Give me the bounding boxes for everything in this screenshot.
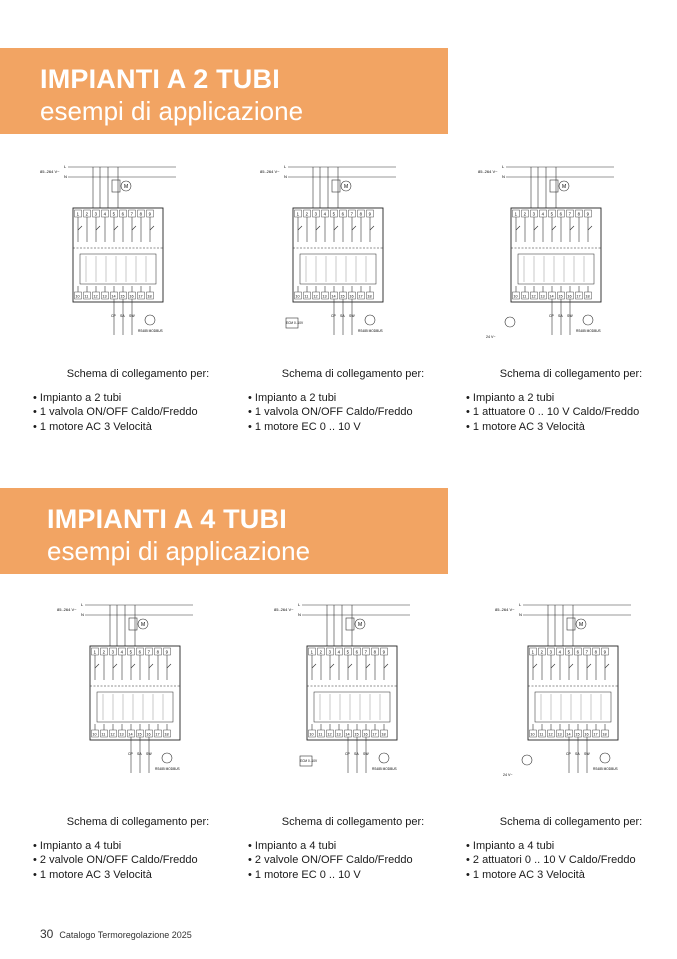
terminal-number: 15 — [558, 294, 563, 299]
terminal-number: 8 — [594, 649, 597, 655]
terminal-number: 3 — [328, 649, 331, 655]
terminal-number: 1 — [514, 211, 517, 217]
controller-body — [73, 208, 163, 302]
terminal-number: 9 — [148, 211, 151, 217]
caption-heading: Schema di collegamento per: — [499, 816, 643, 828]
terminal-number: 12 — [531, 294, 536, 299]
terminal-number: 6 — [138, 649, 141, 655]
speed-label: SA — [137, 752, 142, 756]
terminal-number: 3 — [549, 649, 552, 655]
terminal-number: 4 — [541, 211, 544, 217]
wiring-diagram — [38, 160, 178, 350]
terminal-number: 18 — [602, 732, 607, 737]
terminal-number: 4 — [337, 649, 340, 655]
actuator-supply-label: 24 V~ — [486, 335, 496, 339]
neutral-label: N — [502, 174, 505, 179]
speed-label: CP — [566, 752, 571, 756]
terminal-number: 9 — [165, 649, 168, 655]
terminal-number: 17 — [576, 294, 581, 299]
caption-item: • Impianto a 4 tubi — [466, 839, 555, 852]
terminal-number: 6 — [576, 649, 579, 655]
terminal-number: 15 — [575, 732, 580, 737]
terminal-number: 13 — [557, 732, 562, 737]
terminal-number: 4 — [558, 649, 561, 655]
caption-item: • 2 valvole ON/OFF Caldo/Freddo — [248, 854, 413, 866]
terminal-number: 7 — [585, 649, 588, 655]
speed-label: SA — [575, 752, 580, 756]
caption-item: • 1 valvola ON/OFF Caldo/Freddo — [33, 406, 198, 418]
speed-label: CP — [549, 314, 554, 318]
example-caption — [33, 815, 243, 882]
catalog-title: Catalogo Termoregolazione 2025 — [59, 930, 192, 940]
terminal-number: 18 — [367, 294, 372, 299]
terminal-number: 14 — [549, 294, 554, 299]
motor-label: M — [579, 622, 584, 628]
terminal-number: 2 — [305, 211, 308, 217]
neutral-label: N — [519, 612, 522, 617]
terminal-number: 18 — [585, 294, 590, 299]
caption-heading: Schema di collegamento per: — [66, 368, 210, 380]
terminal-number: 4 — [103, 211, 106, 217]
neutral-label: N — [284, 174, 287, 179]
section-subtitle: esempi di applicazione — [47, 536, 311, 566]
wiring-diagram — [476, 160, 616, 350]
wiring-schematic-svg — [38, 160, 178, 350]
terminal-number: 6 — [121, 211, 124, 217]
terminal-number: 15 — [137, 732, 142, 737]
supply-label: 85..264 V~ — [260, 169, 280, 174]
terminal-number: 7 — [364, 649, 367, 655]
terminal-number: 5 — [112, 211, 115, 217]
example-caption — [248, 367, 458, 434]
caption-heading: Schema di collegamento per: — [281, 816, 425, 828]
terminal-number: 5 — [346, 649, 349, 655]
terminal-number: 4 — [120, 649, 123, 655]
caption-item: • Impianto a 4 tubi — [33, 839, 122, 852]
terminal-number: 8 — [359, 211, 362, 217]
example-caption — [248, 815, 458, 882]
line-label: L — [502, 164, 505, 169]
controller-body — [528, 646, 618, 740]
terminal-number: 15 — [354, 732, 359, 737]
wiring-diagram — [272, 598, 412, 788]
terminal-number: 15 — [340, 294, 345, 299]
terminal-number: 16 — [129, 294, 134, 299]
controller-body — [511, 208, 601, 302]
terminal-number: 1 — [93, 649, 96, 655]
terminal-number: 13 — [336, 732, 341, 737]
motor-label: M — [124, 184, 129, 190]
terminal-number: 7 — [130, 211, 133, 217]
terminal-number: 12 — [313, 294, 318, 299]
neutral-label: N — [81, 612, 84, 617]
terminal-number: 2 — [523, 211, 526, 217]
caption-item: • 1 attuatore 0 .. 10 V Caldo/Freddo — [466, 406, 640, 418]
terminal-number: 11 — [84, 294, 89, 299]
terminal-number: 17 — [593, 732, 598, 737]
caption-item: • 1 motore AC 3 Velocità — [33, 868, 152, 881]
motor-label: M — [358, 622, 363, 628]
wiring-schematic-svg — [55, 598, 195, 788]
caption-item: • Impianto a 2 tubi — [248, 391, 337, 404]
terminal-number: 10 — [513, 294, 518, 299]
section-title: IMPIANTI A 2 TUBI — [40, 64, 280, 94]
caption-heading: Schema di collegamento per: — [66, 816, 210, 828]
terminal-number: 10 — [75, 294, 80, 299]
terminal-number: 14 — [128, 732, 133, 737]
speed-label: SA — [340, 314, 345, 318]
wiring-schematic-svg — [493, 598, 633, 788]
terminal-number: 17 — [155, 732, 160, 737]
terminal-number: 1 — [76, 211, 79, 217]
wiring-diagram — [493, 598, 633, 788]
speed-label: SW — [363, 752, 369, 756]
terminal-number: 17 — [358, 294, 363, 299]
terminal-number: 13 — [102, 294, 107, 299]
caption-item: • 2 valvole ON/OFF Caldo/Freddo — [33, 854, 198, 866]
terminal-number: 1 — [310, 649, 313, 655]
terminal-number: 14 — [566, 732, 571, 737]
caption-heading: Schema di collegamento per: — [499, 368, 643, 380]
terminal-number: 10 — [309, 732, 314, 737]
wiring-diagram — [258, 160, 398, 350]
terminal-number: 7 — [350, 211, 353, 217]
page-footer — [40, 927, 192, 941]
speed-label: SW — [349, 314, 355, 318]
terminal-number: 13 — [540, 294, 545, 299]
supply-label: 85..264 V~ — [40, 169, 60, 174]
supply-label: 85..264 V~ — [478, 169, 498, 174]
terminal-number: 11 — [318, 732, 323, 737]
terminal-number: 3 — [94, 211, 97, 217]
section-subtitle: esempi di applicazione — [40, 96, 304, 126]
caption-item: • 1 motore EC 0 .. 10 V — [248, 868, 361, 881]
page-number: 30 — [40, 927, 54, 941]
wiring-schematic-svg — [258, 160, 398, 350]
terminal-number: 6 — [559, 211, 562, 217]
terminal-number: 16 — [584, 732, 589, 737]
terminal-number: 16 — [349, 294, 354, 299]
motor-label: M — [141, 622, 146, 628]
caption-item: • 1 motore AC 3 Velocità — [466, 420, 585, 433]
terminal-number: 7 — [147, 649, 150, 655]
terminal-number: 18 — [381, 732, 386, 737]
speed-label: CP — [128, 752, 133, 756]
neutral-label: N — [298, 612, 301, 617]
terminal-number: 2 — [102, 649, 105, 655]
terminal-number: 14 — [331, 294, 336, 299]
terminal-number: 11 — [304, 294, 309, 299]
terminal-number: 17 — [138, 294, 143, 299]
terminal-number: 9 — [586, 211, 589, 217]
module-label: RS485 MODBUS — [138, 329, 163, 333]
motor-label: M — [562, 184, 567, 190]
terminal-number: 2 — [85, 211, 88, 217]
actuator-supply-label: 24 V~ — [503, 773, 513, 777]
terminal-number: 5 — [332, 211, 335, 217]
caption-item: • 1 motore AC 3 Velocità — [33, 420, 152, 433]
terminal-number: 16 — [363, 732, 368, 737]
module-label: RS485 MODBUS — [372, 767, 397, 771]
speed-label: CP — [111, 314, 116, 318]
terminal-number: 12 — [110, 732, 115, 737]
terminal-number: 12 — [327, 732, 332, 737]
supply-label: 85..264 V~ — [57, 607, 77, 612]
line-label: L — [284, 164, 287, 169]
neutral-label: N — [64, 174, 67, 179]
ec-motor-label: ECM 0..10V — [300, 759, 318, 763]
caption-item: • Impianto a 2 tubi — [466, 391, 555, 404]
terminal-number: 11 — [101, 732, 106, 737]
line-label: L — [298, 602, 301, 607]
terminal-number: 12 — [548, 732, 553, 737]
module-label: RS485 MODBUS — [358, 329, 383, 333]
terminal-number: 9 — [382, 649, 385, 655]
caption-item: • Impianto a 2 tubi — [33, 391, 122, 404]
terminal-number: 6 — [355, 649, 358, 655]
controller-body — [90, 646, 180, 740]
controller-body — [293, 208, 383, 302]
section-banner-4-tubi — [0, 488, 448, 574]
terminal-number: 8 — [156, 649, 159, 655]
terminal-number: 14 — [111, 294, 116, 299]
terminal-number: 11 — [539, 732, 544, 737]
terminal-number: 13 — [322, 294, 327, 299]
wiring-schematic-svg — [476, 160, 616, 350]
terminal-number: 3 — [314, 211, 317, 217]
speed-label: CP — [331, 314, 336, 318]
example-caption — [466, 815, 676, 882]
terminal-number: 8 — [577, 211, 580, 217]
speed-label: SA — [558, 314, 563, 318]
speed-label: SW — [129, 314, 135, 318]
terminal-number: 15 — [120, 294, 125, 299]
supply-label: 85..264 V~ — [274, 607, 294, 612]
terminal-number: 16 — [567, 294, 572, 299]
speed-label: SW — [146, 752, 152, 756]
terminal-number: 1 — [296, 211, 299, 217]
terminal-number: 10 — [530, 732, 535, 737]
terminal-number: 7 — [568, 211, 571, 217]
caption-item: • 1 valvola ON/OFF Caldo/Freddo — [248, 406, 413, 418]
controller-body — [307, 646, 397, 740]
ec-motor-label: ECM 0..10V — [286, 321, 304, 325]
caption-item: • 1 motore AC 3 Velocità — [466, 868, 585, 881]
terminal-number: 3 — [111, 649, 114, 655]
terminal-number: 4 — [323, 211, 326, 217]
speed-label: SA — [354, 752, 359, 756]
module-label: RS485 MODBUS — [593, 767, 618, 771]
terminal-number: 12 — [93, 294, 98, 299]
terminal-number: 14 — [345, 732, 350, 737]
terminal-number: 8 — [139, 211, 142, 217]
terminal-number: 9 — [368, 211, 371, 217]
section-title: IMPIANTI A 4 TUBI — [47, 504, 287, 534]
terminal-number: 3 — [532, 211, 535, 217]
terminal-number: 5 — [129, 649, 132, 655]
terminal-number: 8 — [373, 649, 376, 655]
caption-item: • 1 motore EC 0 .. 10 V — [248, 420, 361, 433]
speed-label: SW — [584, 752, 590, 756]
example-caption — [33, 367, 243, 434]
terminal-number: 1 — [531, 649, 534, 655]
line-label: L — [81, 602, 84, 607]
terminal-number: 9 — [603, 649, 606, 655]
terminal-number: 17 — [372, 732, 377, 737]
line-label: L — [64, 164, 67, 169]
wiring-diagram — [55, 598, 195, 788]
caption-item: • 2 attuatori 0 .. 10 V Caldo/Freddo — [466, 854, 636, 866]
caption-item: • Impianto a 4 tubi — [248, 839, 337, 852]
terminal-number: 2 — [319, 649, 322, 655]
terminal-number: 10 — [92, 732, 97, 737]
terminal-number: 10 — [295, 294, 300, 299]
speed-label: SW — [567, 314, 573, 318]
supply-label: 85..264 V~ — [495, 607, 515, 612]
speed-label: CP — [345, 752, 350, 756]
terminal-number: 2 — [540, 649, 543, 655]
terminal-number: 5 — [550, 211, 553, 217]
module-label: RS485 MODBUS — [576, 329, 601, 333]
caption-heading: Schema di collegamento per: — [281, 368, 425, 380]
wiring-schematic-svg — [272, 598, 412, 788]
terminal-number: 6 — [341, 211, 344, 217]
terminal-number: 18 — [147, 294, 152, 299]
module-label: RS485 MODBUS — [155, 767, 180, 771]
terminal-number: 18 — [164, 732, 169, 737]
example-caption — [466, 367, 676, 434]
section-banner-2-tubi — [0, 48, 448, 134]
motor-label: M — [344, 184, 349, 190]
terminal-number: 5 — [567, 649, 570, 655]
terminal-number: 16 — [146, 732, 151, 737]
terminal-number: 13 — [119, 732, 124, 737]
speed-label: SA — [120, 314, 125, 318]
line-label: L — [519, 602, 522, 607]
terminal-number: 11 — [522, 294, 527, 299]
